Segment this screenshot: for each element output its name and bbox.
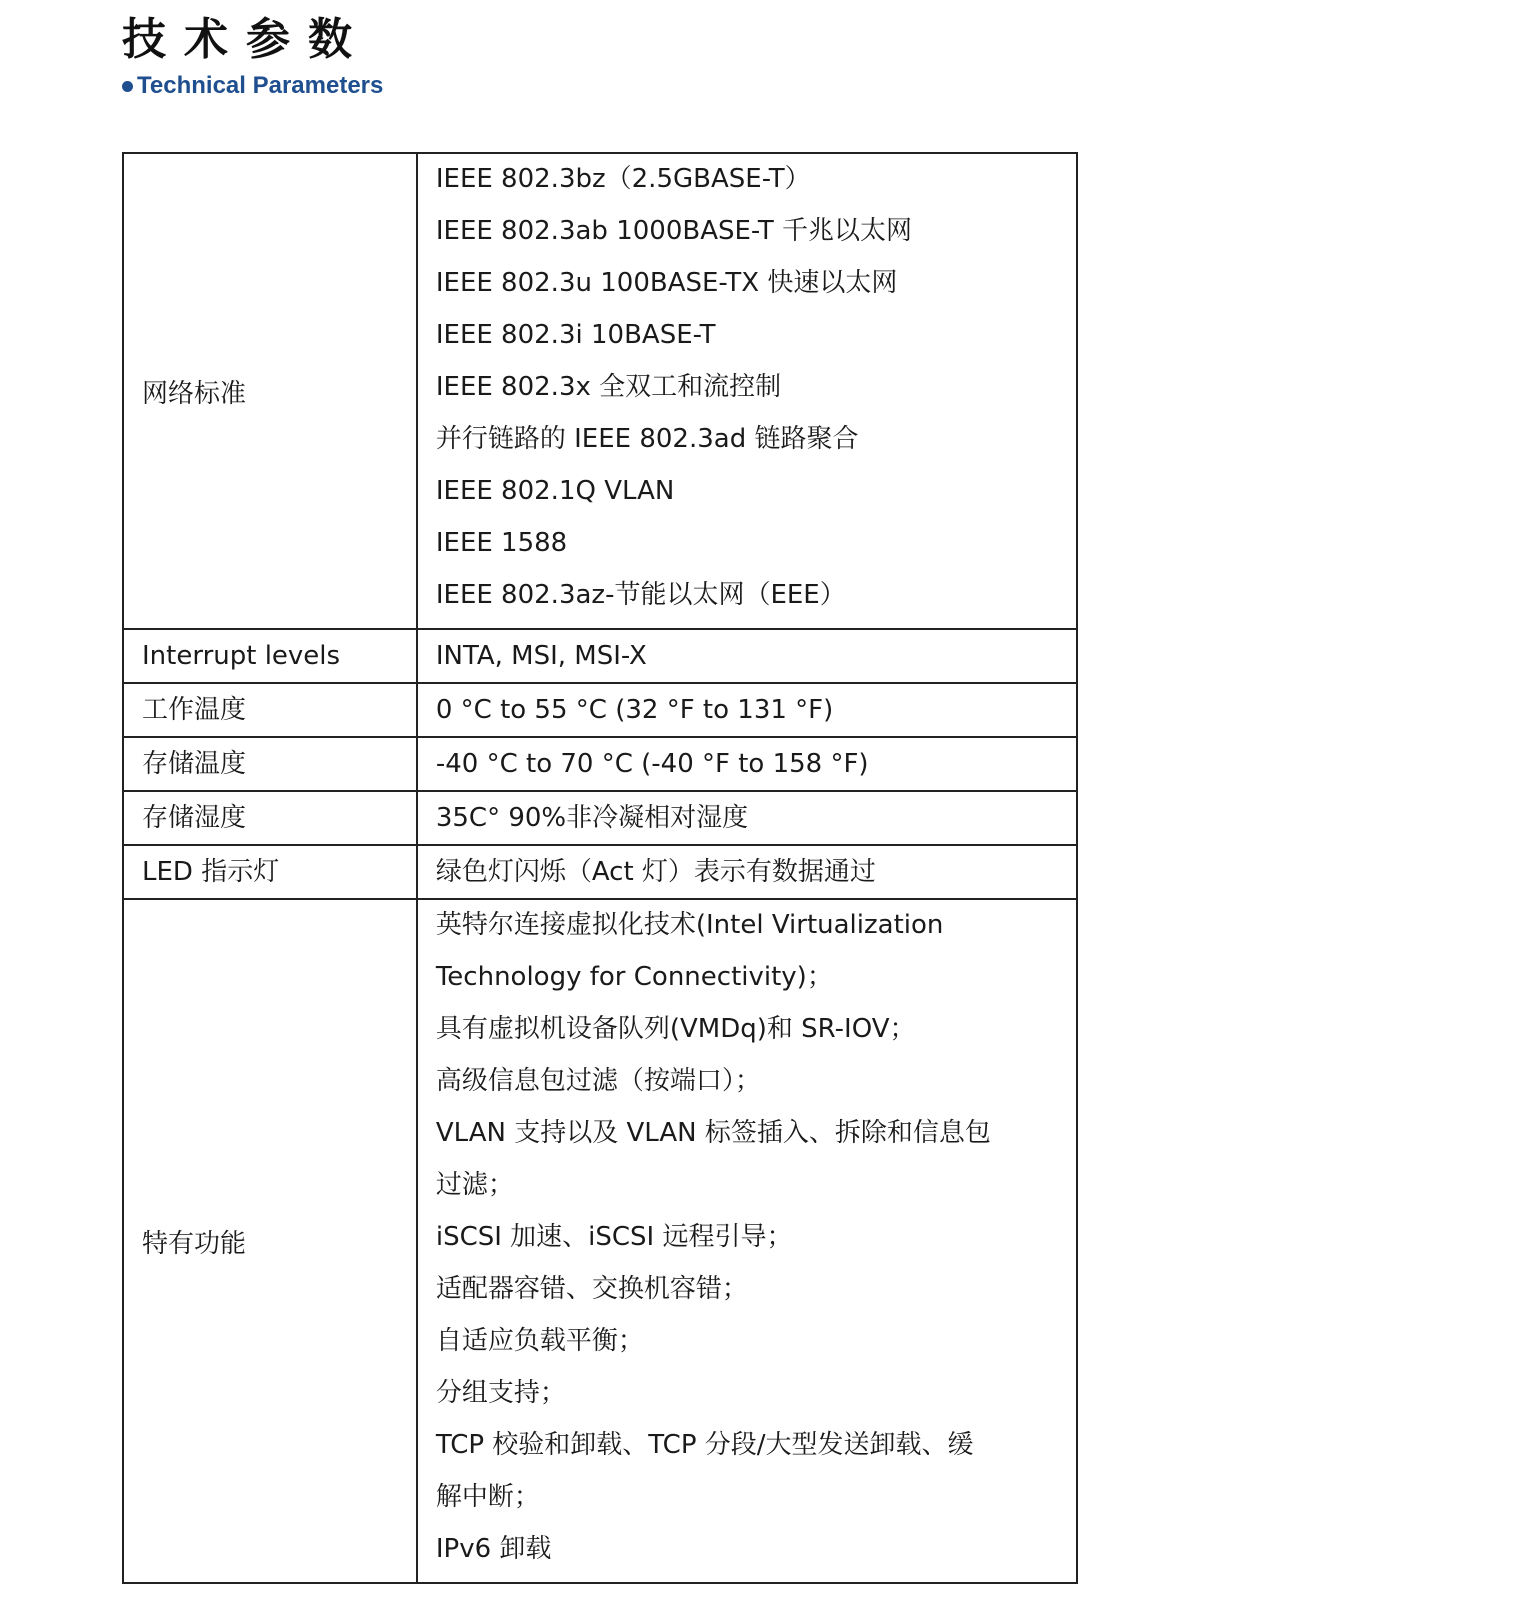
table-row-led-indicator — [123, 845, 1077, 899]
spec-value-line: IEEE 802.3i 10BASE-T — [435, 320, 716, 350]
spec-value-list — [417, 899, 1077, 1583]
spec-value-line: 过滤； — [435, 1170, 514, 1200]
spec-value: 35C° 90%非冷凝相对湿度 — [417, 791, 1077, 845]
spec-value-line: IPv6 卸载 — [435, 1534, 552, 1564]
spec-label: 网络标准 — [123, 153, 417, 629]
spec-value-line: 高级信息包过滤（按端口）； — [435, 1066, 761, 1096]
spec-value-line: 具有虚拟机设备队列(VMDq)和 SR-IOV； — [435, 1014, 916, 1044]
spec-value: 绿色灯闪烁（Act 灯）表示有数据通过 — [417, 845, 1077, 899]
spec-label: 特有功能 — [123, 899, 417, 1583]
bullet-dot-icon — [122, 81, 133, 92]
spec-value-line: IEEE 802.3az-节能以太网（EEE） — [435, 580, 846, 610]
spec-value: -40 °C to 70 °C (-40 °F to 158 °F) — [417, 737, 1077, 791]
table-row-storage-temp — [123, 737, 1077, 791]
spec-value-line: iSCSI 加速、iSCSI 远程引导； — [435, 1222, 793, 1252]
spec-value-line: Technology for Connectivity)； — [435, 962, 833, 992]
table-row-interrupt-levels — [123, 629, 1077, 683]
spec-value-line: 自适应负载平衡； — [435, 1326, 644, 1356]
spec-value-line: VLAN 支持以及 VLAN 标签插入、拆除和信息包 — [435, 1118, 991, 1148]
spec-value-line: 英特尔连接虚拟化技术(Intel Virtualization — [435, 910, 944, 940]
page-subtitle — [122, 70, 383, 102]
spec-label: 存储温度 — [123, 737, 417, 791]
table-row-network-standards — [123, 153, 1077, 629]
spec-label: Interrupt levels — [123, 629, 417, 683]
spec-value-line: IEEE 802.1Q VLAN — [435, 476, 675, 506]
spec-value-line: 适配器容错、交换机容错； — [435, 1274, 748, 1304]
spec-value-line: IEEE 802.3ab 1000BASE-T 千兆以太网 — [435, 216, 913, 246]
spec-value-line: 分组支持； — [435, 1378, 566, 1408]
table-row-special-features — [123, 899, 1077, 1583]
spec-value-line: 并行链路的 IEEE 802.3ad 链路聚合 — [435, 424, 859, 454]
spec-value-line: TCP 校验和卸载、TCP 分段/大型发送卸载、缓 — [435, 1430, 974, 1460]
spec-value-list — [417, 153, 1077, 629]
spec-label: LED 指示灯 — [123, 845, 417, 899]
spec-value-line: IEEE 1588 — [435, 528, 568, 558]
spec-value-line: IEEE 802.3u 100BASE-TX 快速以太网 — [435, 268, 898, 298]
table-row-storage-humidity — [123, 791, 1077, 845]
spec-table — [122, 152, 1078, 1584]
spec-value: INTA, MSI, MSI-X — [417, 629, 1077, 683]
spec-value-line: 解中断； — [435, 1482, 540, 1512]
spec-label: 工作温度 — [123, 683, 417, 737]
spec-label: 存储湿度 — [123, 791, 417, 845]
page-title: 技术参数 — [122, 14, 370, 65]
spec-value-line: IEEE 802.3bz（2.5GBASE-T） — [435, 164, 811, 194]
spec-value-line: IEEE 802.3x 全双工和流控制 — [435, 372, 782, 402]
page-subtitle-text: Technical Parameters — [137, 72, 384, 99]
table-row-operating-temp — [123, 683, 1077, 737]
spec-value: 0 °C to 55 °C (32 °F to 131 °F) — [417, 683, 1077, 737]
